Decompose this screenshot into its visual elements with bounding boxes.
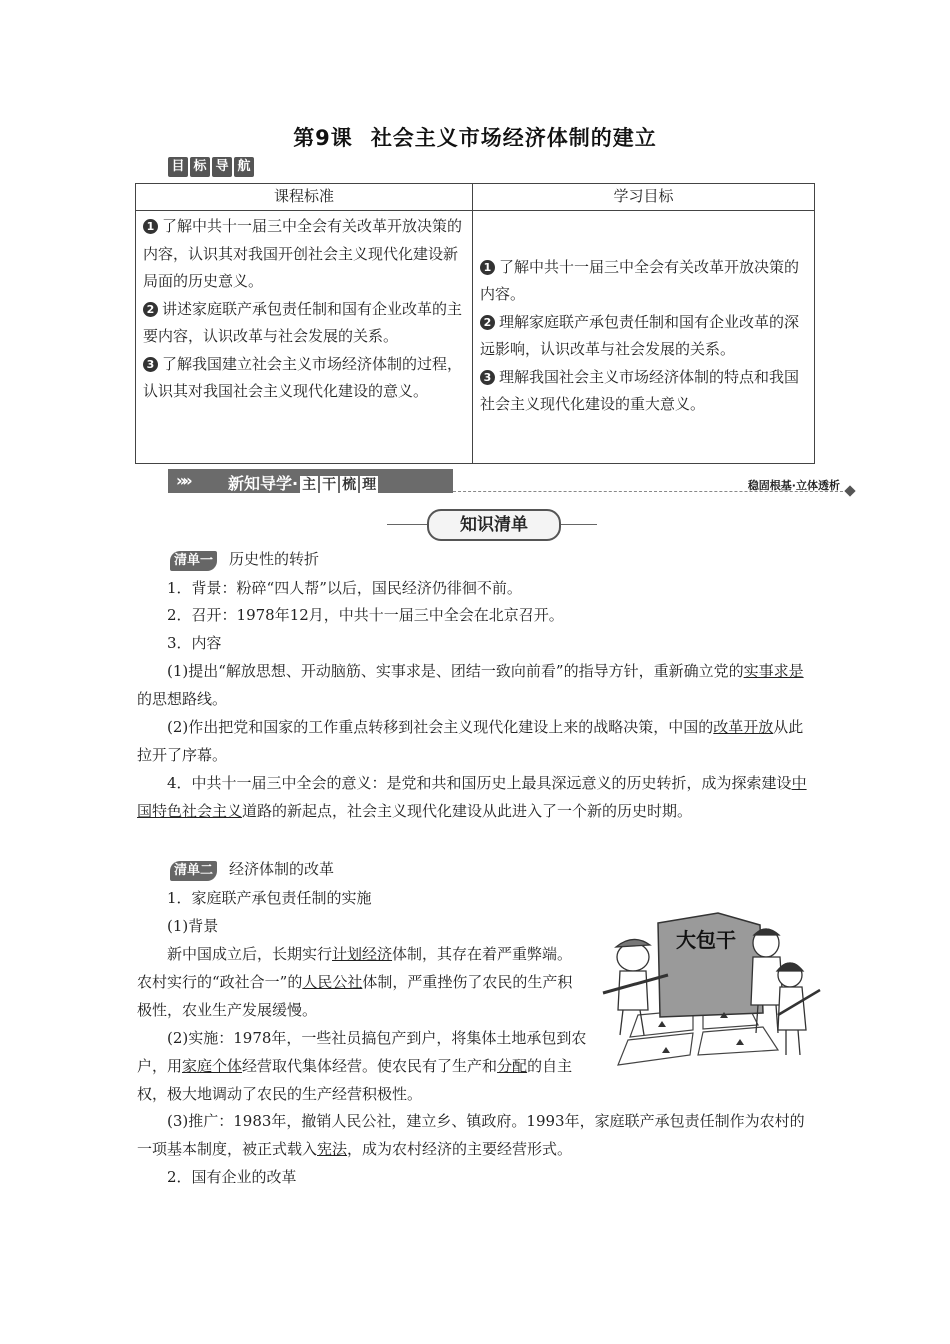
header-standard: 课程标准: [136, 184, 473, 211]
double-chevron-icon: »»: [176, 471, 189, 490]
standard-text: 了解中共十一届三中全会有关改革开放决策的内容，认识其对我国开创社会主义现代化建设新局面的历史意义。: [143, 217, 463, 290]
key-term: 宪法: [317, 1140, 348, 1158]
dabaogan-illustration: [598, 905, 826, 1075]
text-run: 新中国成立后，长期实行: [167, 945, 333, 963]
paragraph: [137, 940, 587, 1024]
objective-item: [480, 254, 808, 309]
standard-text: 讲述家庭联产承包责任制和国有企业改革的主要内容，认识改革与社会发展的关系。: [143, 299, 463, 345]
key-term: 人民公社: [302, 973, 363, 991]
text-run: 从此拉开了序幕。: [137, 718, 804, 764]
text-run: 体制，严重挫伤了农民的生产积极性，农业生产发展缓慢。: [137, 973, 573, 1019]
objective-text: 理解家庭联产承包责任制和国有企业改革的深远影响，认识改革与社会发展的关系。: [480, 312, 800, 358]
number-icon: 1: [480, 260, 495, 275]
key-term: 中国特色社会主义: [137, 774, 807, 820]
paragraph: 2．召开：1978年12月，中共十一届三中全会在北京召开。: [167, 606, 564, 624]
banner-text: 新知导学: [228, 474, 293, 493]
objective-item: [480, 309, 808, 364]
key-term: 改革开放: [713, 718, 774, 736]
text-run: (2)实施：1978年，一些社员搞包产到户，将集体土地承包到农户，用: [137, 1029, 587, 1075]
standard-item: [143, 351, 466, 406]
list-tag: 清单二: [170, 861, 217, 881]
objective-text: 了解中共十一届三中全会有关改革开放决策的内容。: [480, 257, 800, 303]
standard-item: [143, 296, 466, 351]
badge-char: 导: [212, 157, 232, 177]
list-tag: 清单一: [170, 551, 217, 571]
standard-item: [143, 213, 466, 296]
paragraph: [137, 713, 815, 769]
standard-cell: [136, 211, 473, 464]
section-heading-1: [170, 548, 319, 571]
knowledge-list-header: [387, 509, 597, 539]
number-icon: 3: [143, 357, 158, 372]
paragraph: [137, 1024, 587, 1108]
text-run: (1)提出“解放思想、开动脑筋、实事求是、团结一致向前看”的指导方针，重新确立党的: [167, 662, 744, 680]
paragraph: [137, 1107, 815, 1163]
banner-title: [228, 471, 378, 494]
objective-cell: [473, 211, 815, 464]
section-title: 历史性的转折: [229, 550, 320, 568]
text-run: 体制，其存在着严重弊端。农村实行的“政社合一”的: [137, 945, 573, 991]
text-run: 4．中共十一届三中全会的意义：是党和共和国历史上最具深远意义的历史转折，成为探索建设: [167, 774, 792, 792]
goal-nav-badge: [168, 157, 254, 177]
number-icon: 2: [143, 302, 158, 317]
badge-char: 航: [234, 157, 254, 177]
section-heading-2: [170, 858, 334, 881]
page-title: [0, 122, 950, 152]
paragraph: 2．国有企业的改革: [167, 1168, 297, 1186]
paragraph: 3．内容: [167, 634, 222, 652]
key-term: 分配: [497, 1057, 528, 1075]
knowledge-list-title: 知识清单: [427, 509, 561, 541]
number-icon: 2: [480, 315, 495, 330]
text-run: 的思想路线。: [137, 690, 228, 708]
objective-text: 理解我国社会主义市场经济体制的特点和我国社会主义现代化建设的重大意义。: [480, 367, 800, 413]
paragraph: (1)背景: [167, 917, 219, 935]
text-run: (3)推广：1983年，撤销人民公社，建立乡、镇政府。1993年，家庭联产承包责任制作为农村的一项基本制度，被正式载入: [137, 1112, 805, 1158]
farmer-woman: [777, 963, 820, 1055]
banner-box: 梳: [342, 477, 357, 493]
text-run: 道路的新起点，社会主义现代化建设从此进入了一个新的历史时期。: [242, 802, 693, 820]
section-title: 经济体制的改革: [229, 860, 335, 878]
paragraph: 1．背景：粉碎“四人帮”以后，国民经济仍徘徊不前。: [167, 579, 522, 597]
goals-table: [135, 183, 815, 464]
text-run: 的自主权，极大地调动了农民的生产经营积极性。: [137, 1057, 573, 1103]
badge-char: 标: [190, 157, 210, 177]
number-icon: 1: [143, 219, 158, 234]
tablet-sign: 大包干: [676, 928, 736, 952]
key-term: 家庭个体: [182, 1057, 243, 1075]
header-objective: 学习目标: [473, 184, 815, 211]
lesson-name: 社会主义市场经济体制的建立: [370, 126, 657, 150]
paragraph: 1．家庭联产承包责任制的实施: [167, 889, 372, 907]
banner-box: 理: [362, 477, 377, 493]
banner-subtitle: 稳固根基·立体透析: [747, 479, 840, 492]
banner-box: 主: [302, 477, 317, 493]
key-term: 实事求是: [743, 662, 804, 680]
number-icon: 3: [480, 370, 495, 385]
text-run: 经营取代集体经营。使农民有了生产和: [242, 1057, 498, 1075]
paragraph: [137, 657, 815, 713]
diamond-icon: [844, 485, 855, 496]
text-run: (2)作出把党和国家的工作重点转移到社会主义现代化建设上来的战略决策，中国的: [167, 718, 714, 736]
key-term: 计划经济: [332, 945, 393, 963]
banner-box: 干: [322, 477, 337, 493]
banner-dot: ·: [292, 474, 299, 493]
standard-text: 了解我国建立社会主义市场经济体制的过程，认识其对我国社会主义现代化建设的意义。: [143, 354, 463, 400]
badge-char: 目: [168, 157, 188, 177]
lesson-number: 第9课: [293, 126, 353, 150]
paragraph: [137, 769, 815, 825]
section-banner: [168, 467, 856, 497]
text-run: ，成为农村经济的主要经营形式。: [347, 1140, 573, 1158]
objective-item: [480, 364, 808, 419]
